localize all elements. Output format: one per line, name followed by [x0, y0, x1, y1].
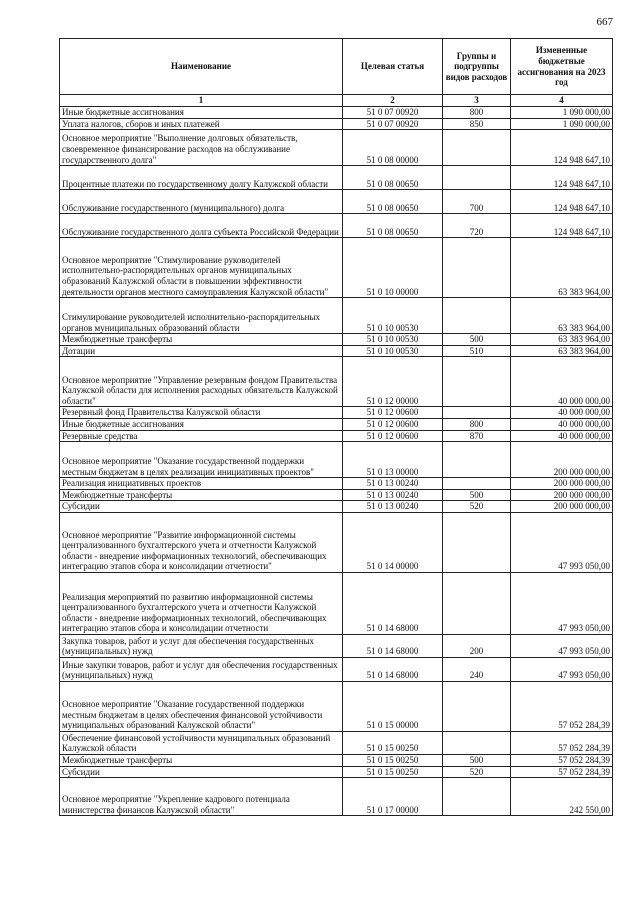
row-group: 510: [443, 345, 511, 357]
row-amount: 63 383 964,00: [511, 334, 613, 346]
row-amount: 47 993 050,00: [511, 658, 613, 682]
row-name: Дотации: [60, 345, 343, 357]
row-amount: 40 000 000,00: [511, 407, 613, 419]
row-amount: 40 000 000,00: [511, 419, 613, 431]
column-number-row: [60, 95, 613, 107]
row-name: Иные бюджетные ассигнования: [60, 107, 343, 119]
row-group: [443, 357, 511, 407]
table-row: [60, 682, 613, 732]
row-amount: 200 000 000,00: [511, 489, 613, 501]
row-group: [443, 442, 511, 478]
row-article: 51 0 14 68000: [343, 573, 443, 635]
row-name: Основное мероприятие "Оказание государственной поддержки местным бюджетам в целях реализации инициативных проектов": [60, 442, 343, 478]
row-amount: 1 090 000,00: [511, 118, 613, 130]
row-name: Реализация мероприятий по развитию информационной системы централизованного бухгалтерского учета и отчетности Калужской области - внедрение информационных технологий, обеспечивающих интеграцию этапов сбора и консолидации отчетности: [60, 573, 343, 635]
table-row: [60, 442, 613, 478]
row-amount: 1 090 000,00: [511, 107, 613, 119]
column-number: 4: [511, 95, 613, 107]
table-row: [60, 238, 613, 298]
row-group: 720: [443, 214, 511, 238]
row-group: 500: [443, 334, 511, 346]
table-row: [60, 345, 613, 357]
header-groups: Группы и подгруппы видов расходов: [443, 39, 511, 95]
table-row: [60, 166, 613, 190]
row-amount: 47 993 050,00: [511, 513, 613, 573]
row-article: 51 0 15 00250: [343, 732, 443, 755]
row-group: 500: [443, 755, 511, 767]
row-article: 51 0 15 00000: [343, 682, 443, 732]
table-row: [60, 778, 613, 816]
row-group: [443, 478, 511, 490]
row-article: 51 0 12 00600: [343, 419, 443, 431]
table-row: [60, 407, 613, 419]
header-article: Целевая статья: [343, 39, 443, 95]
row-article: 51 0 17 00000: [343, 778, 443, 816]
row-amount: 63 383 964,00: [511, 298, 613, 334]
row-article: 51 0 12 00600: [343, 430, 443, 442]
row-article: 51 0 14 68000: [343, 658, 443, 682]
row-article: 51 0 15 00250: [343, 755, 443, 767]
row-article: 51 0 10 00530: [343, 298, 443, 334]
row-name: Субсидии: [60, 766, 343, 778]
row-name: Стимулирование руководителей исполнительно-распорядительных органов муниципальных образований области: [60, 298, 343, 334]
row-amount: 57 052 284,39: [511, 682, 613, 732]
row-name: Резервный фонд Правительства Калужской области: [60, 407, 343, 419]
row-group: 240: [443, 658, 511, 682]
table-row: [60, 658, 613, 682]
table-row: [60, 573, 613, 635]
table-row: [60, 732, 613, 755]
row-name: Межбюджетные трансферты: [60, 489, 343, 501]
row-name: Основное мероприятие "Управление резервным фондом Правительства Калужской области для исполнения расходных обязательств Калужской области": [60, 357, 343, 407]
table-row: [60, 430, 613, 442]
row-group: [443, 407, 511, 419]
row-article: 51 0 08 00000: [343, 130, 443, 166]
header-name: Наименование: [60, 39, 343, 95]
table-row: [60, 513, 613, 573]
row-amount: 57 052 284,39: [511, 766, 613, 778]
table-row: [60, 489, 613, 501]
row-group: 800: [443, 419, 511, 431]
row-group: 870: [443, 430, 511, 442]
row-name: Основное мероприятие "Выполнение долговых обязательств, своевременное финансирование расходов на обслуживание государственного долга": [60, 130, 343, 166]
table-row: [60, 298, 613, 334]
row-amount: 47 993 050,00: [511, 635, 613, 658]
row-article: 51 0 15 00250: [343, 766, 443, 778]
row-article: 51 0 07 00920: [343, 107, 443, 119]
row-group: 800: [443, 107, 511, 119]
budget-table: [59, 38, 613, 816]
table-row: [60, 130, 613, 166]
row-group: 700: [443, 190, 511, 214]
row-group: [443, 166, 511, 190]
row-amount: 124 948 647,10: [511, 190, 613, 214]
row-group: 850: [443, 118, 511, 130]
row-amount: 124 948 647,10: [511, 166, 613, 190]
table-row: [60, 478, 613, 490]
row-article: 51 0 14 00000: [343, 513, 443, 573]
row-article: 51 0 08 00650: [343, 190, 443, 214]
row-group: [443, 238, 511, 298]
table-row: [60, 214, 613, 238]
row-name: Основное мероприятие "Оказание государственной поддержки местным бюджетам в целях обеспечения финансовой устойчивости муниципальных образований Калужской области": [60, 682, 343, 732]
table-row: [60, 334, 613, 346]
column-number: 2: [343, 95, 443, 107]
row-name: Реализация инициативных проектов: [60, 478, 343, 490]
row-amount: 242 550,00: [511, 778, 613, 816]
row-group: [443, 682, 511, 732]
row-name: Основное мероприятие "Развитие информационной системы централизованного бухгалтерского учета и отчетности Калужской области - внедрение информационных технологий, обеспечивающих интеграцию этапов сбора и консолидации отчетности": [60, 513, 343, 573]
table-row: [60, 766, 613, 778]
row-name: Иные бюджетные ассигнования: [60, 419, 343, 431]
row-name: Межбюджетные трансферты: [60, 755, 343, 767]
row-amount: 57 052 284,39: [511, 755, 613, 767]
column-number: 3: [443, 95, 511, 107]
row-group: [443, 513, 511, 573]
row-article: 51 0 12 00000: [343, 357, 443, 407]
row-article: 51 0 10 00530: [343, 334, 443, 346]
row-article: 51 0 10 00000: [343, 238, 443, 298]
row-article: 51 0 13 00240: [343, 489, 443, 501]
row-name: Субсидии: [60, 501, 343, 513]
row-name: Обслуживание государственного (муниципального) долга: [60, 190, 343, 214]
row-group: [443, 573, 511, 635]
table-row: [60, 107, 613, 119]
table-row: [60, 501, 613, 513]
row-name: Обеспечение финансовой устойчивости муниципальных образований Калужской области: [60, 732, 343, 755]
table-row: [60, 357, 613, 407]
row-name: Закупка товаров, работ и услуг для обеспечения государственных (муниципальных) нужд: [60, 635, 343, 658]
row-article: 51 0 13 00000: [343, 442, 443, 478]
row-amount: 200 000 000,00: [511, 478, 613, 490]
row-amount: 57 052 284,39: [511, 732, 613, 755]
table-body: [60, 107, 613, 816]
row-amount: 63 383 964,00: [511, 345, 613, 357]
header-row: [60, 39, 613, 95]
table-row: [60, 635, 613, 658]
row-name: Иные закупки товаров, работ и услуг для обеспечения государственных (муниципальных) нужд: [60, 658, 343, 682]
row-group: 520: [443, 501, 511, 513]
row-group: 520: [443, 766, 511, 778]
row-amount: 63 383 964,00: [511, 238, 613, 298]
row-name: Основное мероприятие "Стимулирование руководителей исполнительно-распорядительных органов муниципальных образований Калужской области в повышении эффективности деятельности органов местного самоуправления Калужской области": [60, 238, 343, 298]
row-group: [443, 778, 511, 816]
table-row: [60, 190, 613, 214]
table-row: [60, 755, 613, 767]
table-row: [60, 419, 613, 431]
row-amount: 47 993 050,00: [511, 573, 613, 635]
header-amount: Измененные бюджетные ассигнования на 2023 год: [511, 39, 613, 95]
row-article: 51 0 14 68000: [343, 635, 443, 658]
row-amount: 40 000 000,00: [511, 430, 613, 442]
row-article: 51 0 13 00240: [343, 501, 443, 513]
row-amount: 200 000 000,00: [511, 442, 613, 478]
row-article: 51 0 08 00650: [343, 166, 443, 190]
row-name: Обслуживание государственного долга субъекта Российской Федерации: [60, 214, 343, 238]
row-amount: 40 000 000,00: [511, 357, 613, 407]
row-article: 51 0 07 00920: [343, 118, 443, 130]
row-name: Резервные средства: [60, 430, 343, 442]
row-article: 51 0 10 00530: [343, 345, 443, 357]
row-amount: 124 948 647,10: [511, 214, 613, 238]
row-name: Уплата налогов, сборов и иных платежей: [60, 118, 343, 130]
row-group: [443, 130, 511, 166]
row-group: 500: [443, 489, 511, 501]
row-group: 200: [443, 635, 511, 658]
row-amount: 124 948 647,10: [511, 130, 613, 166]
row-article: 51 0 13 00240: [343, 478, 443, 490]
column-number: 1: [60, 95, 343, 107]
page-number: 667: [596, 16, 613, 28]
row-name: Процентные платежи по государственному долгу Калужской области: [60, 166, 343, 190]
row-name: Основное мероприятие "Укрепление кадрового потенциала министерства финансов Калужской области": [60, 778, 343, 816]
row-group: [443, 298, 511, 334]
row-name: Межбюджетные трансферты: [60, 334, 343, 346]
row-article: 51 0 12 00600: [343, 407, 443, 419]
row-group: [443, 732, 511, 755]
row-amount: 200 000 000,00: [511, 501, 613, 513]
table-row: [60, 118, 613, 130]
row-article: 51 0 08 00650: [343, 214, 443, 238]
